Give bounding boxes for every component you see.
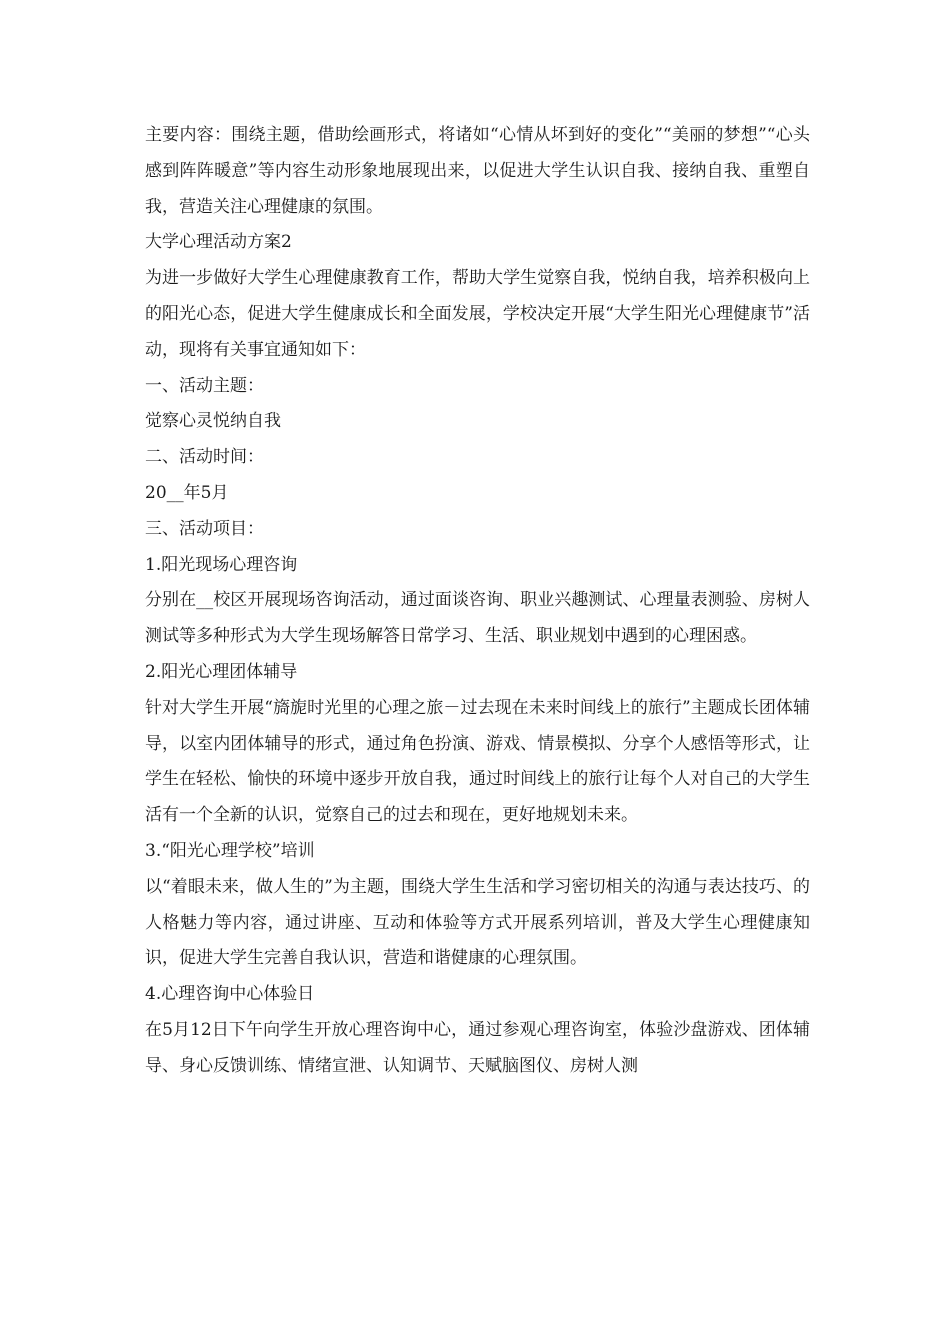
heading-item-2: 2.阳光心理团体辅导 (145, 661, 298, 682)
paragraph-item-3: 以“着眼未来，做人生的”为主题，围绕大学生生活和学习密切相关的沟通与表达技巧、的人格魅力等内容，通过讲座、互动和体验等方式开展系列培训，普及大学生心理健康知识，促进大学生完善自我认识，营造和谐健康的心理氛围。 (145, 876, 810, 969)
heading-item-3: 3.“阳光心理学校”培训 (145, 840, 315, 861)
paragraph-main-content: 主要内容：围绕主题，借助绘画形式，将诸如“心情从坏到好的变化”“美丽的梦想”“心头感到阵阵暖意”等内容生动形象地展现出来，以促进大学生认识自我、接纳自我、重塑自我，营造关注心理健康的氛围。 (145, 125, 810, 217)
paragraph-activity-time: 20__年5月 (145, 482, 229, 503)
paragraph-item-2: 针对大学生开展“旖旎时光里的心理之旅－过去现在未来时间线上的旅行”主题成长团体辅导，以室内团体辅导的形式，通过角色扮演、游戏、情景模拟、分享个人感悟等形式，让学生在轻松、愉快的环境中逐步开放自我，通过时间线上的旅行让每个人对自己的大学生活有一个全新的认识，觉察自己的过去和现在，更好地规划未来。 (145, 697, 810, 826)
paragraph-activity-theme: 觉察心灵悦纳自我 (145, 411, 281, 432)
heading-item-1: 1.阳光现场心理咨询 (145, 554, 298, 575)
heading-activity-time: 二、活动时间： (145, 447, 264, 468)
heading-activity-items: 三、活动项目： (145, 518, 264, 539)
document-body (145, 118, 810, 1085)
paragraph-intro: 为进一步做好大学生心理健康教育工作，帮助大学生觉察自我，悦纳自我，培养积极向上的阳光心态，促进大学生健康成长和全面发展，学校决定开展“大学生阳光心理健康节”活动，现将有关事宜通知如下： (145, 268, 810, 360)
heading-activity-theme: 一、活动主题： (145, 375, 264, 396)
heading-plan-2: 大学心理活动方案2 (145, 232, 292, 253)
paragraph-item-1: 分别在__校区开展现场咨询活动，通过面谈咨询、职业兴趣测试、心理量表测验、房树人测试等多种形式为大学生现场解答日常学习、生活、职业规划中遇到的心理困惑。 (145, 590, 810, 647)
heading-item-4: 4.心理咨询中心体验日 (145, 984, 315, 1005)
paragraph-item-4: 在5月12日下午向学生开放心理咨询中心，通过参观心理咨询室，体验沙盘游戏、团体辅导、身心反馈训练、情绪宣泄、认知调节、天赋脑图仪、房树人测 (145, 1019, 810, 1076)
